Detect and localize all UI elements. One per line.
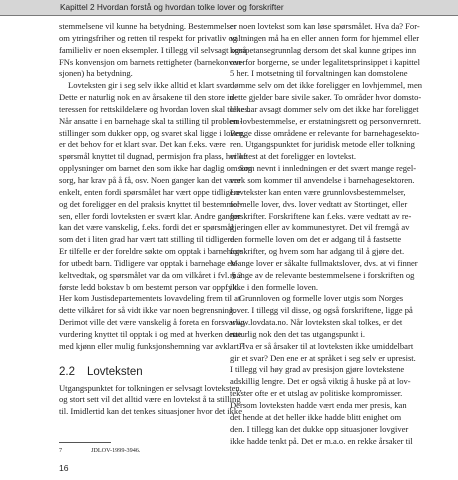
text-line: den. I tillegg kan det dukke opp situasjoner lovgiver <box>230 423 409 434</box>
text-line: familieliv er noen eksempler. I tillegg vil selvsagt også <box>59 44 247 55</box>
text-line: Som nevnt i innledningen er det svært mange regel- <box>239 163 417 174</box>
text-line: formelle lover, dvs. lover vedtatt av Stortinget, eller <box>230 198 408 209</box>
left-body-text-after-heading <box>59 383 259 419</box>
text-line: som det i liten grad har vært tatt stilling til tidligere. <box>59 234 237 245</box>
text-line: sen, eller fordi lovteksten er svært klar. Andre ganger <box>59 210 241 221</box>
text-line: kan det være vanskelig, f.eks. fordi det er spørsmål <box>59 222 234 233</box>
text-line: sjonen) ha betydning. <box>59 68 133 79</box>
text-line: det hende at det heller ikke hadde blitt enighet om <box>230 411 402 422</box>
text-line: tekster ofte er et utslag av politiske kompromisser. <box>230 388 403 399</box>
text-line: og det foreligger en del praksis knyttet til bestemmel- <box>59 198 243 209</box>
text-line: vurdering knyttet til opptak i og med at hverken dette <box>59 328 242 339</box>
text-line: Derimot ville det være vanskelig å foreta en forsvarlig <box>59 317 245 328</box>
text-line: Lovtekster kan enten være grunnlovsbestemmelser, <box>230 186 406 197</box>
running-header <box>0 0 458 16</box>
text-line: og stort sett vil det alltid være en lovtekst å ta stilling <box>59 394 241 405</box>
text-line: med kjønn eller mulig funksjonshemning var avklart.⁷ <box>59 340 245 351</box>
text-line: dette vilkåret for så vidt ikke var noen begrensning. <box>59 305 236 316</box>
text-line: Mange lover er såkalte fullmaktslover, dvs. at vi finner <box>230 257 418 268</box>
text-line: forskrifter. Forskriftene kan f.eks. være vedtatt av re- <box>230 210 412 221</box>
text-line: er det behov for et klart svar. Det kan f.eks. være <box>59 139 226 150</box>
text-line: spørsmål knyttet til dugnad, permisjon fra plass, hvilke <box>59 151 248 162</box>
text-line: mange av de relevante bestemmelsene i forskriften og <box>230 269 415 280</box>
footnote <box>59 447 140 455</box>
text-line: FNs konvensjon om barnets rettigheter (barnekonven- <box>59 56 244 67</box>
page-number: 16 <box>59 463 69 473</box>
text-line: enkelt, enten fordi spørsmålet har vært oppe tidligere <box>59 186 241 197</box>
text-line: gir et svar? Den ene er at språket i seg selv er upresist. <box>230 352 416 363</box>
text-line: teressen for rettskildelære og hvordan loven skal tolkes. <box>59 103 250 114</box>
text-line: Her kom Justisdepartementets lovavdeling frem til at <box>59 293 241 304</box>
text-line: til. Imidlertid kan det tenkes situasjoner hvor det ikke <box>59 406 243 417</box>
text-line: en lovbestemmelse, er erstatningsrett og personvernrett. <box>230 115 422 126</box>
text-line: dømme selv om det ikke foreligger en lovhjemmel, men <box>230 80 423 91</box>
text-line: sorg, har krav på å få, osv. Noen ganger kan det være <box>59 174 241 185</box>
text-line: Begge disse områdene er relevante for barnehagesekto- <box>230 127 420 138</box>
text-line: lene har avsagt dommer selv om det ikke har foreligget <box>230 103 419 114</box>
text-line: 5 her. I motsetning til forvaltningen kan domstolene <box>230 68 408 79</box>
text-line: ren. Utgangspunktet for juridisk metode eller tolkning <box>230 139 415 150</box>
text-line: for utbedt barn. Tidligere var opptak i barnehage en- <box>59 257 239 268</box>
text-line: verk som kommer til anvendelse i barnehagesektoren. <box>230 174 415 185</box>
text-line: den formelle loven om det er adgang til å fastsette <box>230 234 402 245</box>
text-line: Når ansatte i en barnehage skal ta stilling til problem- <box>59 115 243 126</box>
text-line: gjeringen eller av kommunestyret. Det vil fremgå av <box>230 222 410 233</box>
text-line: er oftest at det foreligger en lovtekst. <box>230 151 357 162</box>
text-line: Grunnloven og formelle lover utgis som Norges <box>239 293 404 304</box>
text-line: forskrifter, og hvem som har adgang til å gjøre det. <box>230 246 405 257</box>
text-line: Dette er naturlig nok en av årsakene til den store in- <box>59 92 237 103</box>
text-line: kompetansegrunnlag dersom det skal kunne gripes inn <box>230 44 417 55</box>
text-line: Dersom lovteksten hadde vært enda mer presis, kan <box>230 400 407 410</box>
text-line: om ytringsfriher og retten til respekt for privatliv og <box>59 32 238 43</box>
footnote-divider <box>59 442 111 443</box>
text-line: Lovteksten gir i seg selv ikke alltid et klart svar. <box>68 80 233 91</box>
text-line: første ledd bokstav b om bestemt person var oppfylt. <box>59 281 240 292</box>
text-line: ikke i den formelle loven. <box>230 281 319 292</box>
text-line: valtningen må ha en eller annen form for hjemmel eller <box>230 32 420 43</box>
text-line: ikke hadde tenkt på. Det er m.a.o. en rekke årsaker til <box>230 435 413 446</box>
text-line: stemmelsene vil kunne ha betydning. Bestemmelser <box>59 21 237 31</box>
right-column <box>230 21 440 447</box>
left-column <box>59 21 259 418</box>
text-line: adskillig lengre. Det er også viktig å huske på at lov- <box>230 376 411 387</box>
text-line: www.lovdata.no. Når lovteksten skal tolkes, er det <box>230 317 403 328</box>
text-line: dette gjelder bare sivile saker. To områder hvor domsto- <box>230 92 422 103</box>
text-line: naturlig nok den det tas utgangspunkt i. <box>230 328 366 339</box>
section-heading <box>59 362 259 383</box>
text-line: stillinger som dukker opp, og svaret skal ligge i loven, <box>59 127 245 138</box>
text-line: keltvedtak, og spørsmålet var da om vilkåret i fvl. § 2 <box>59 269 243 280</box>
footnote-number: 7 <box>59 447 63 454</box>
text-line: I tillegg vil høy grad av presisjon gjøre lovtekstene <box>230 364 405 375</box>
running-title: Kapittel 2 Hvordan forstå og hvordan tolke lover og forskrifter <box>60 2 284 12</box>
text-line: Utgangspunktet for tolkningen er selvsagt lovteksten, <box>59 382 242 393</box>
text-line: er noen lovtekst som kan løse spørsmålet. Hva da? For- <box>230 21 420 31</box>
footnote-text: JDLOV-1999-3946. <box>91 447 141 454</box>
right-body-text <box>230 21 440 447</box>
text-line: Hva er så årsaker til at lovteksten ikke umiddelbart <box>239 340 414 351</box>
left-body-text <box>59 21 259 353</box>
text-line: opplysninger om barnet den som ikke har daglig omsorg <box>59 163 253 174</box>
text-line: overfor borgerne, se under legalitetsprinsippet i kapittel <box>230 56 420 67</box>
section-number: 2.2 <box>59 365 75 378</box>
text-line: Er tilfelle er der foreldre søkte om opptak i barnehage <box>59 246 243 257</box>
text-line: lover. I tillegg vil disse, og også forskriftene, ligge på <box>230 305 413 316</box>
section-title: Lovteksten <box>87 365 143 378</box>
